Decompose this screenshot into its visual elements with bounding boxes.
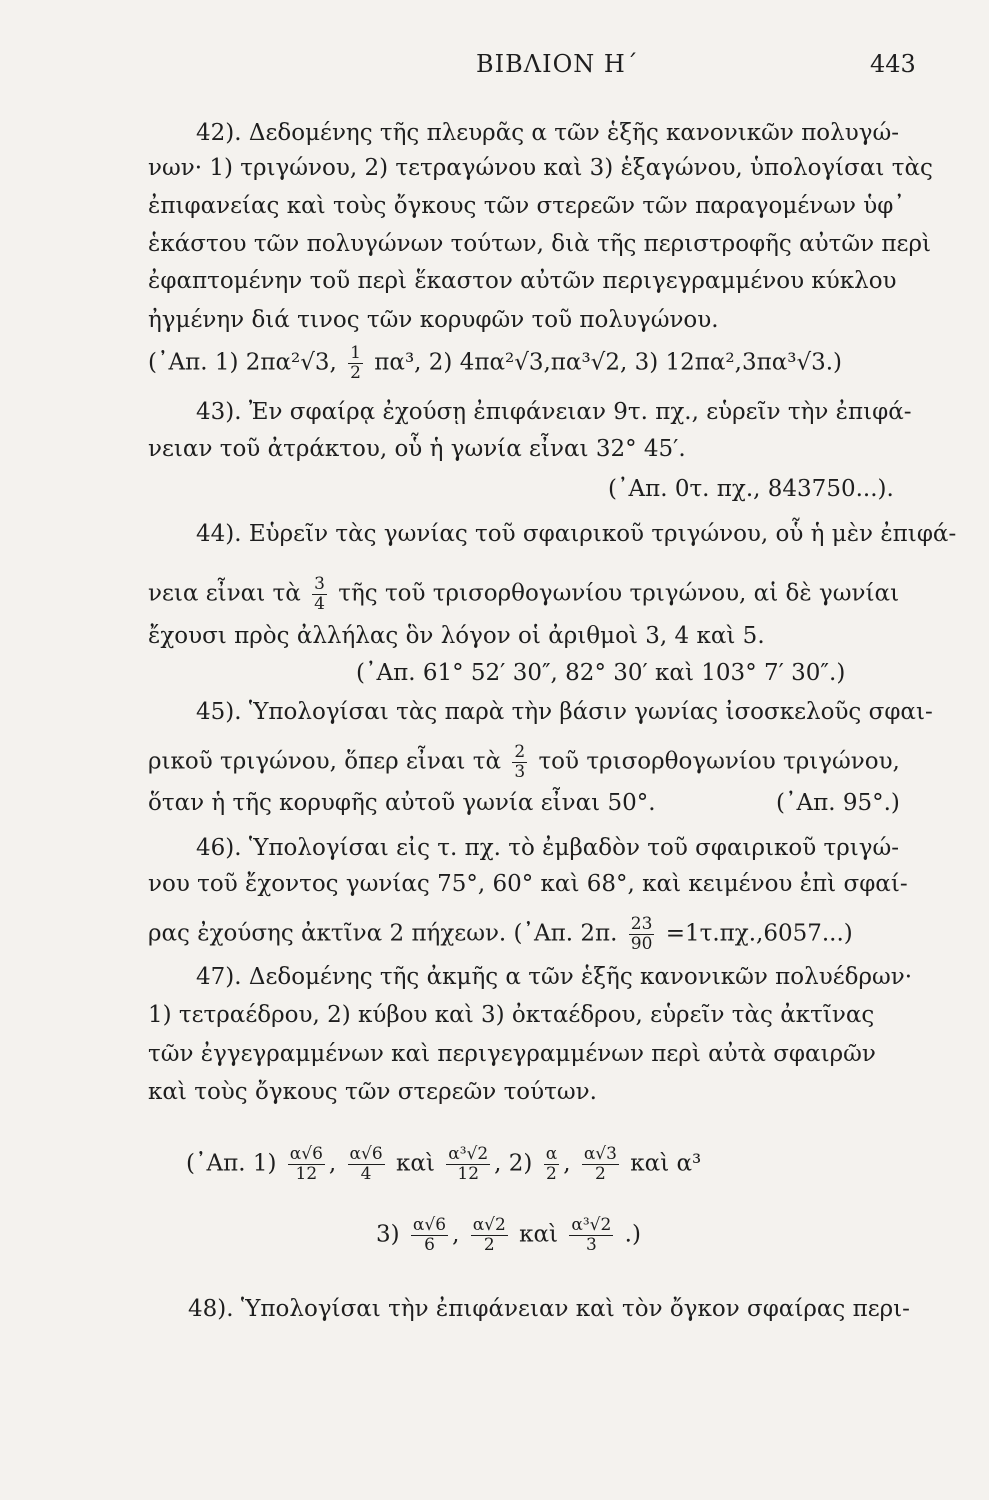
p42-answer <box>148 344 842 383</box>
fraction-numerator: 3 <box>314 574 325 594</box>
p47-line-2: 1) τετραέδρου, 2) κύβου καὶ 3) ὀκταέδρου, εὑρεῖν τὰς ἀκτῖνας <box>148 1002 875 1028</box>
p47-line-4: καὶ τοὺς ὄγκους τῶν στερεῶν τούτων. <box>148 1079 597 1105</box>
running-title: ΒΙΒΛΙΟΝ Η΄ <box>476 50 639 78</box>
p45-line-3: ὅταν ἡ τῆς κορυφῆς αὐτοῦ γωνία εἶναι 50°. <box>148 790 656 816</box>
fraction-denominator: 2 <box>594 1164 606 1184</box>
p44-line-2 <box>148 575 899 614</box>
page-number: 443 <box>870 50 916 78</box>
p42-answer-part-b: πα³, 2) 4πα²√3,πα³√2, 3) 12πα²,3πα³√3.) <box>374 349 843 376</box>
p43-line-1: 43). Ἐν σφαίρᾳ ἐχούσῃ ἐπιφάνειαν 9τ. πχ., εὑρεῖν τὴν ἐπιφά- <box>196 399 912 425</box>
fraction-denominator: 2 <box>546 1164 557 1184</box>
p43-answer: (᾿Απ. 0τ. πχ., 843750...). <box>608 476 894 502</box>
p43-line-2: νειαν τοῦ ἀτράκτου, οὗ ἡ γωνία εἶναι 32° 45′. <box>148 436 686 462</box>
p42-answer-fraction <box>348 344 363 383</box>
p42-line-2: νων· 1) τριγώνου, 2) τετραγώνου καὶ 3) ἑξαγώνου, ὑπολογίσαι τὰς <box>148 155 933 181</box>
p47-answer-row-2: 3) $\frac{\alpha√6}{6}$ , $\frac{\alpha√2}{2}$ καὶ $\frac{\text{α³√2}}{3}$ .) <box>376 1215 641 1255</box>
fraction-numerator: α√6 <box>412 1215 447 1235</box>
p47-fraction-4 <box>544 1145 559 1184</box>
fraction-numerator: α³√2 <box>571 1215 612 1235</box>
p46-line-3-part-b: =1τ.πχ.,6057...) <box>665 920 853 947</box>
page-header <box>0 46 989 86</box>
p47-fraction-2 <box>348 1145 385 1184</box>
p47-fraction-1 <box>288 1145 325 1184</box>
fraction-denominator: 12 <box>295 1164 318 1184</box>
p44-line-2-part-b: τῆς τοῦ τρισορθογωνίου τριγώνου, αἱ δὲ γωνίαι <box>338 580 900 607</box>
fraction-denominator: 3 <box>514 762 526 782</box>
p42-line-4: ἑκάστου τῶν πολυγώνων τούτων, διὰ τῆς περιστροφῆς αὐτῶν περὶ <box>148 231 931 257</box>
p48-line-1: 48). Ὑπολογίσαι τὴν ἐπιφάνειαν καὶ τὸν ὄγκον σφαίρας περι- <box>188 1296 910 1322</box>
fraction-numerator: α³√2 <box>448 1144 489 1164</box>
p47-fraction-8 <box>569 1216 613 1255</box>
fraction-denominator: 4 <box>314 594 325 614</box>
fraction-denominator: 3 <box>585 1235 597 1255</box>
p45-line-2-part-b: τοῦ τρισορθογωνίου τριγώνου, <box>538 748 900 775</box>
p46-line-1: 46). Ὑπολογίσαι εἰς τ. πχ. τὸ ἐμβαδὸν τοῦ σφαιρικοῦ τριγώ- <box>196 835 900 861</box>
p45-line-2-part-a: ρικοῦ τριγώνου, ὅπερ εἶναι τὰ <box>148 748 501 775</box>
p46-line-2: νου τοῦ ἔχοντος γωνίας 75°, 60° καὶ 68°, καὶ κειμένου ἐπὶ σφαί- <box>148 871 908 897</box>
p44-line-2-part-a: νεια εἶναι τὰ <box>148 580 301 607</box>
fraction-denominator: 90 <box>630 934 653 954</box>
fraction-numerator: α√6 <box>289 1144 323 1164</box>
p47-kai-1: καὶ <box>395 1150 435 1177</box>
p44-answer: (᾿Απ. 61° 52′ 30″, 82° 30′ καὶ 103° 7′ 30″.) <box>356 660 846 686</box>
fraction-numerator: 23 <box>630 914 653 934</box>
p45-answer: (᾿Απ. 95°.) <box>776 790 900 816</box>
fraction-numerator: α√3 <box>583 1144 617 1164</box>
fraction-denominator: 4 <box>360 1164 372 1184</box>
p46-fraction <box>629 915 655 954</box>
p44-line-3: ἔχουσι πρὸς ἀλλήλας ὃν λόγον οἱ ἀριθμοὶ 3, 4 καὶ 5. <box>148 623 765 649</box>
p47-line-1: 47). Δεδομένης τῆς ἀκμῆς α τῶν ἑξῆς κανονικῶν πολυέδρων· <box>196 964 913 990</box>
fraction-denominator: 2 <box>350 363 361 383</box>
p42-line-6: ἠγμένην διά τινος τῶν κορυφῶν τοῦ πολυγώνου. <box>148 307 719 333</box>
p47-fraction-7 <box>471 1216 508 1255</box>
p46-line-3 <box>148 915 853 954</box>
fraction-denominator: 12 <box>457 1164 480 1184</box>
p44-fraction <box>312 575 327 614</box>
fraction-numerator: α <box>545 1144 558 1164</box>
p42-line-3: ἐπιφανείας καὶ τοὺς ὄγκους τῶν στερεῶν τῶν παραγομένων ὑφ᾽ <box>148 193 905 219</box>
p47-answer-prefix: (᾿Απ. 1) <box>186 1150 277 1177</box>
p45-line-1: 45). Ὑπολογίσαι τὰς παρὰ τὴν βάσιν γωνίας ἰσοσκελοῦς σφαι- <box>196 699 933 725</box>
p47-fraction-3 <box>446 1145 490 1184</box>
p47-answer-close: .) <box>624 1221 641 1248</box>
fraction-numerator: 1 <box>350 343 361 363</box>
p45-line-2 <box>148 743 900 782</box>
p47-fraction-6 <box>411 1216 448 1255</box>
p46-line-3-part-a: ρας ἐχούσης ἀκτῖνα 2 πήχεων. (᾿Απ. 2π. <box>148 920 618 947</box>
p47-kai-3: καὶ <box>519 1221 559 1248</box>
p47-line-3: τῶν ἐγγεγραμμένων καὶ περιγεγραμμένων περὶ αὐτὰ σφαιρῶν <box>148 1041 876 1067</box>
p42-line-5: ἐφαπτομένην τοῦ περὶ ἕκαστον αὐτῶν περιγεγραμμένου κύκλου <box>148 268 897 294</box>
fraction-numerator: 2 <box>514 742 526 762</box>
p47-kai-2: καὶ α³ <box>630 1150 702 1177</box>
p42-line-1: 42). Δεδομένης τῆς πλευρᾶς α τῶν ἑξῆς κανονικῶν πολυγώ- <box>196 120 899 146</box>
p45-fraction <box>512 743 527 782</box>
p47-answer-row-1: (᾿Απ. 1) $\frac{\alpha√6}{12}$ , $\frac{\alpha√6}{4}$ καὶ $\frac{\text{α³√2}}{12}$ , 2) $\frac{\alpha}{2}$ , $\frac{\alpha√3}{2}$ καὶ α³ <box>186 1144 702 1184</box>
p42-answer-part-a: (᾿Απ. 1) 2πα²√3, <box>148 349 337 376</box>
fraction-denominator: 6 <box>424 1235 435 1255</box>
p47-item-2: 2) <box>508 1150 533 1177</box>
p47-fraction-5 <box>582 1145 619 1184</box>
fraction-numerator: α√2 <box>472 1215 506 1235</box>
p47-item-3: 3) <box>376 1221 400 1248</box>
fraction-numerator: α√6 <box>349 1144 383 1164</box>
p44-line-1: 44). Εὑρεῖν τὰς γωνίας τοῦ σφαιρικοῦ τριγώνου, οὗ ἡ μὲν ἐπιφά- <box>196 521 957 547</box>
fraction-denominator: 2 <box>483 1235 495 1255</box>
